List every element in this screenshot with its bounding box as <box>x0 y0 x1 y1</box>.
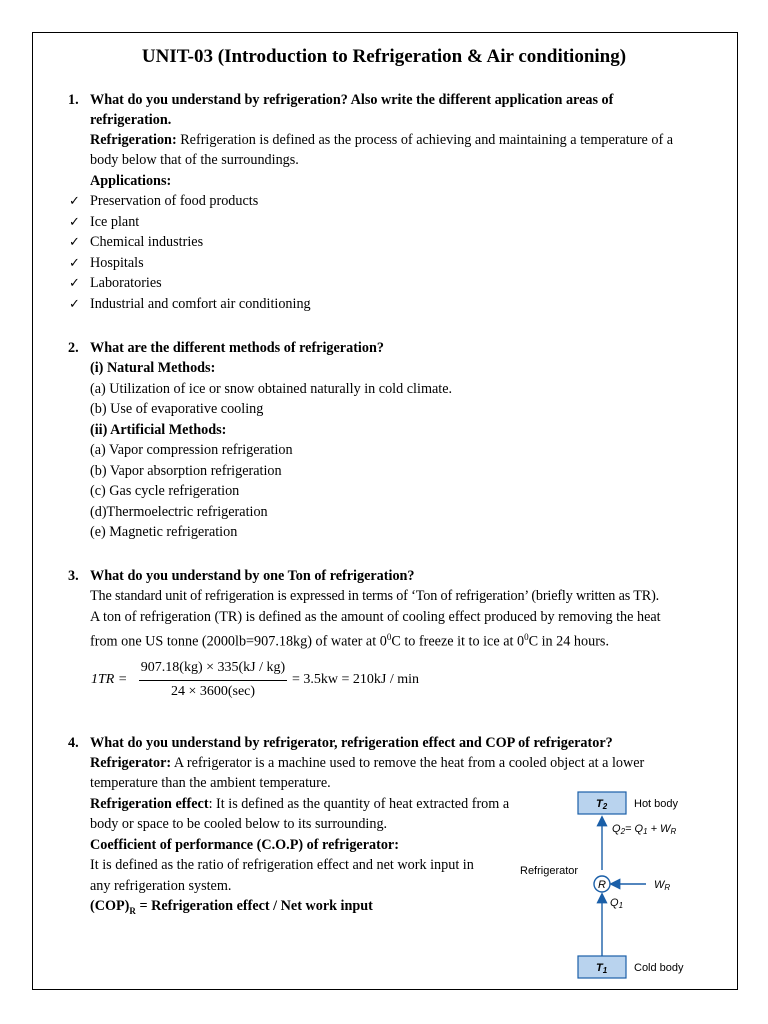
q2-number: 2. <box>68 340 79 356</box>
q1-applications-heading: Applications: <box>90 173 172 189</box>
fraction-bar <box>139 680 287 681</box>
q3-question: What do you understand by one Ton of refrigeration? <box>90 568 415 584</box>
degree-sup: 0 <box>386 632 392 642</box>
q3-line: The standard unit of refrigeration is expressed in terms of ‘Ton of refrigeration’ (briefly written as TR). <box>90 588 660 604</box>
method-item: (b) Vapor absorption refrigeration <box>90 463 282 479</box>
application-item: Laboratories <box>90 275 162 291</box>
q1-question-cont: refrigeration. <box>90 112 172 128</box>
q2-label: Q2= Q1 + WR <box>612 823 677 836</box>
application-item: Ice plant <box>90 214 140 230</box>
equation-numerator: 907.18(kg) × 335(kJ / kg) <box>140 660 286 675</box>
q4-effect-text: : It is defined as the quantity of heat extracted from a <box>208 796 510 812</box>
application-item: Preservation of food products <box>90 193 259 209</box>
hot-body-label: Hot body <box>634 798 679 810</box>
t2-label: T2 <box>596 798 608 811</box>
check-icon: ✓ <box>69 234 80 249</box>
q4-effect-def-cont: body or space to be cooled below to its surrounding. <box>90 816 388 832</box>
q4-refr-text: A refrigerator is a machine used to remove the heat from a cooled object at a lower <box>171 755 645 771</box>
q1-definition-cont: body below that of the surroundings. <box>90 152 299 168</box>
check-icon: ✓ <box>69 275 80 290</box>
wr-label: WR <box>654 879 671 892</box>
q1-def-text: Refrigeration is defined as the process of achieving and maintaining a temperature of a <box>176 132 674 148</box>
q3-number: 3. <box>68 568 79 584</box>
cold-body-label: Cold body <box>634 962 684 974</box>
q4-refrigerator-def <box>90 753 644 773</box>
q4-effect-label: Refrigeration effect <box>90 796 209 812</box>
q4-cop-heading: Coefficient of performance (C.O.P) of refrigerator: <box>90 837 399 853</box>
q1-question: What do you understand by refrigeration? Also write the different application areas of <box>90 92 614 108</box>
t1-label: T1 <box>596 962 608 975</box>
q3-text: from one US tonne (2000lb=907.18kg) of water at 0 <box>90 633 387 650</box>
application-item: Chemical industries <box>90 234 204 250</box>
q1-def-label: Refrigeration: <box>90 132 177 148</box>
refrigerator-label: Refrigerator <box>520 865 579 877</box>
method-item: (e) Magnetic refrigeration <box>90 524 238 540</box>
r-label: R <box>598 879 606 891</box>
q4-effect-def <box>90 794 509 814</box>
check-icon: ✓ <box>69 255 80 270</box>
q4-refr-label: Refrigerator: <box>90 755 172 771</box>
q2-artificial-heading: (ii) Artificial Methods: <box>90 422 227 438</box>
q1-definition <box>90 130 673 150</box>
equation-rhs: = 3.5kw = 210kJ / min <box>292 672 420 687</box>
application-item: Industrial and comfort air conditioning <box>90 296 311 312</box>
equation-denominator: 24 × 3600(sec) <box>170 684 256 699</box>
method-item: (a) Utilization of ice or snow obtained naturally in cold climate. <box>90 381 453 397</box>
cop-formula-text: (COP) <box>90 898 130 914</box>
q3-text: C in 24 hours. <box>528 633 609 650</box>
q2-natural-heading: (i) Natural Methods: <box>90 360 216 376</box>
refrigerator-diagram <box>518 790 718 980</box>
q4-question: What do you understand by refrigerator, refrigeration effect and COP of refrigerator? <box>90 735 613 751</box>
q3-line <box>90 627 609 652</box>
q3-text: C to freeze it to ice at 0 <box>391 633 525 650</box>
cop-formula-text: = Refrigeration effect / Net work input <box>135 898 373 914</box>
method-item: (d)Thermoelectric refrigeration <box>90 504 268 520</box>
q4-cop-def-cont: any refrigeration system. <box>90 878 232 894</box>
q3-line: A ton of refrigeration (TR) is defined as the amount of cooling effect produced by removing the heat <box>90 609 661 625</box>
application-item: Hospitals <box>90 255 144 271</box>
method-item: (b) Use of evaporative cooling <box>90 401 264 417</box>
q1-label: Q1 <box>610 897 624 910</box>
q4-cop-formula <box>90 896 373 921</box>
degree-sup: 0 <box>524 632 529 642</box>
check-icon: ✓ <box>69 214 80 229</box>
check-icon: ✓ <box>69 193 80 208</box>
equation-lhs: 1TR = <box>91 672 128 687</box>
method-item: (c) Gas cycle refrigeration <box>90 483 240 499</box>
method-item: (a) Vapor compression refrigeration <box>90 442 293 458</box>
q2-question: What are the different methods of refrigeration? <box>90 340 384 356</box>
page-title: UNIT-03 (Introduction to Refrigeration & Air conditioning) <box>141 46 627 67</box>
q1-number: 1. <box>68 92 79 108</box>
q4-refrigerator-def-cont: temperature than the ambient temperature. <box>90 775 331 791</box>
q4-number: 4. <box>68 735 79 751</box>
check-icon: ✓ <box>69 296 80 311</box>
q4-cop-def: It is defined as the ratio of refrigeration effect and net work input in <box>90 857 474 873</box>
cop-subscript: R <box>129 905 136 916</box>
